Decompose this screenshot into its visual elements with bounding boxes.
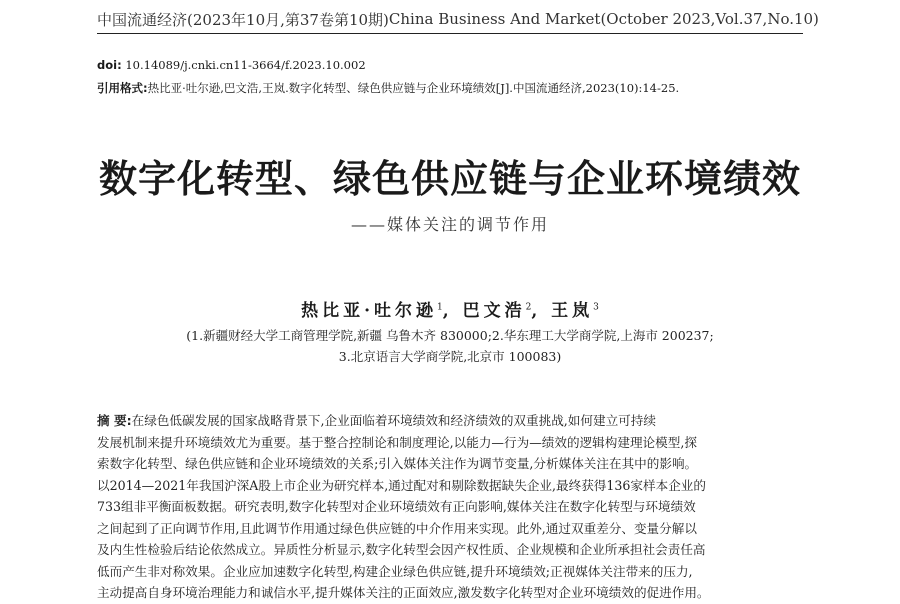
author-affil-marker: 1 (437, 302, 443, 313)
author-name: 巴文浩 (462, 301, 526, 321)
citation-value: 热比亚·吐尔逊,巴文浩,王岚.数字化转型、绿色供应链与企业环境绩效[J].中国流通经济,2023(10):14-25. (147, 81, 680, 95)
journal-header-english: China Business And Market(October 2023,Vol.37,No.10) (388, 10, 819, 28)
author-affil-marker: 2 (525, 302, 532, 313)
abstract (97, 410, 803, 604)
author-name: 王岚 (551, 301, 594, 321)
header-rule (97, 33, 803, 34)
author-affil-marker: 3 (593, 302, 599, 313)
abstract-line: 以2014—2021年我国沪深A股上市企业为研究样本,通过配对和剔除数据缺失企业,最终获得136家样本企业的 (97, 477, 706, 493)
abstract-line: 733组非平衡面板数据。研究表明,数字化转型对企业环境绩效有正向影响,媒体关注在数字化转型与环境绩效 (97, 499, 696, 514)
author-name: 热比亚·吐尔逊 (301, 301, 438, 321)
journal-header (97, 8, 819, 30)
abstract-line: 主动提高自身环境治理能力和诚信水平,提升媒体关注的正面效应,激发数字化转型对企业环境绩效的促进作用。 (97, 585, 710, 600)
abstract-line: 索数字化转型、绿色供应链和企业环境绩效的关系;引入媒体关注作为调节变量,分析媒体关注在其中的影响。 (97, 456, 698, 471)
journal-header-chinese: 中国流通经济(2023年10月,第37卷第10期) (97, 10, 389, 29)
paper-subtitle: ——媒体关注的调节作用 (350, 215, 549, 234)
abstract-line (97, 410, 803, 432)
doi-label: doi: (97, 58, 122, 72)
affiliation-line-1: (1.新疆财经大学工商管理学院,新疆 乌鲁木齐 830000;2.华东理工大学商学院,上海市 200237; (186, 328, 714, 343)
abstract-line: 之间起到了正向调节作用,且此调节作用通过绿色供应链的中介作用来实现。此外,通过双重差分、变量分解以 (97, 520, 697, 536)
doi-line (97, 58, 840, 72)
abstract-line: 发展机制来提升环境绩效尤为重要。基于整合控制论和制度理论,以能力—行为—绩效的逻辑构建理论模型,探 (97, 434, 697, 450)
author-list: 热比亚·吐尔逊$^1$, 巴文浩$^2$, 王岚$^3$ (301, 301, 599, 321)
paper-title: 数字化转型、绿色供应链与企业环境绩效 (98, 156, 801, 201)
abstract-line: 及内生性检验后结论依然成立。异质性分析显示,数字化转型会因产权性质、企业规模和企业所承担社会责任高 (97, 542, 706, 557)
citation-label: 引用格式: (97, 81, 148, 95)
abstract-label: 摘 要: (97, 413, 132, 428)
affiliation-line-2: 3.北京语言大学商学院,北京市 100083) (338, 349, 562, 364)
citation-line (97, 80, 840, 96)
abstract-text: 在绿色低碳发展的国家战略背景下,企业面临着环境绩效和经济绩效的双重挑战,如何建立可持续 (131, 413, 656, 428)
abstract-line: 低而产生非对称效果。企业应加速数字化转型,构建企业绿色供应链,提升环境绩效;正视媒体关注带来的压力, (97, 563, 693, 579)
doi-value[interactable]: 10.14089/j.cnki.cn11-3664/f.2023.10.002 (121, 58, 366, 72)
